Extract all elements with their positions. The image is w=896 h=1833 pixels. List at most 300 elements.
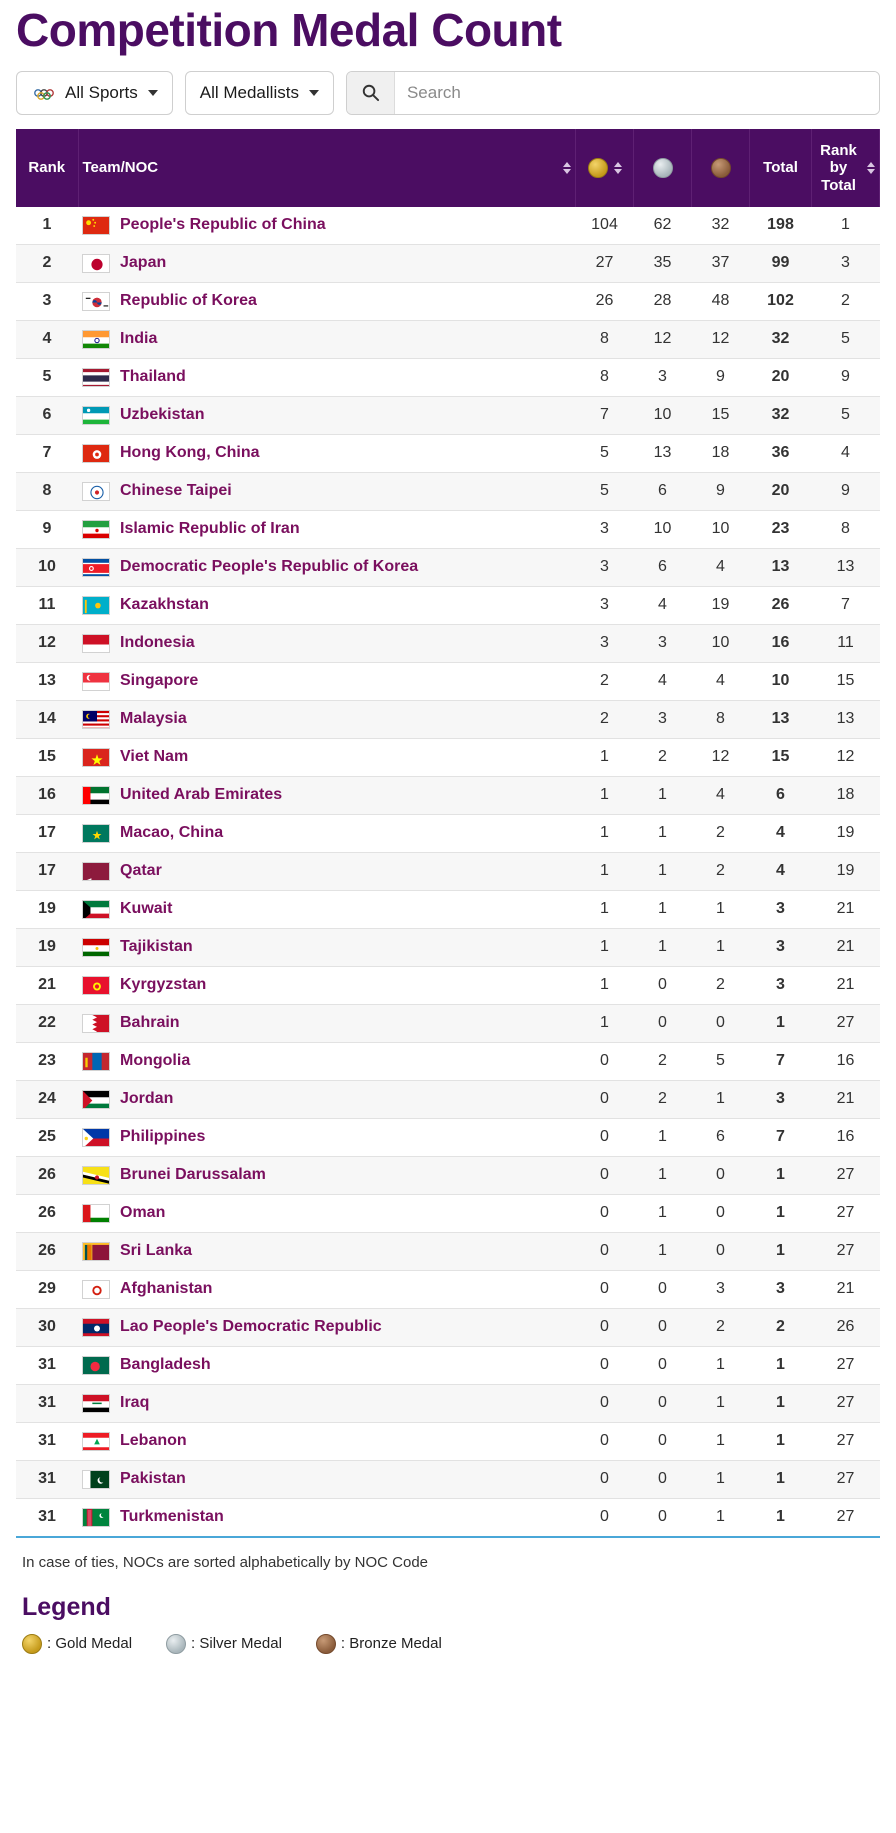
cell-rank: 23 — [16, 1042, 78, 1080]
cell-team[interactable] — [78, 966, 576, 1004]
cell-rank-by-total: 18 — [812, 776, 880, 814]
cell-bronze: 32 — [692, 207, 750, 245]
cell-total: 2 — [750, 1308, 812, 1346]
cell-total: 3 — [750, 1080, 812, 1118]
flag-icon — [82, 1166, 110, 1185]
table-row[interactable] — [16, 776, 880, 814]
cell-rank: 1 — [16, 207, 78, 245]
cell-gold: 1 — [576, 814, 634, 852]
flag-icon — [82, 596, 110, 615]
cell-gold: 27 — [576, 244, 634, 282]
cell-total: 1 — [750, 1384, 812, 1422]
cell-total: 15 — [750, 738, 812, 776]
all-medallists-dropdown[interactable] — [185, 71, 334, 115]
cell-bronze: 0 — [692, 1156, 750, 1194]
cell-total: 13 — [750, 700, 812, 738]
sort-arrows-icon[interactable] — [614, 162, 622, 174]
cell-silver: 3 — [634, 358, 692, 396]
table-row[interactable] — [16, 1308, 880, 1346]
cell-total: 23 — [750, 510, 812, 548]
cell-gold: 0 — [576, 1232, 634, 1270]
table-row[interactable] — [16, 966, 880, 1004]
cell-total: 1 — [750, 1004, 812, 1042]
flag-icon — [82, 748, 110, 767]
cell-team[interactable] — [78, 700, 576, 738]
cell-gold: 2 — [576, 662, 634, 700]
flag-icon — [82, 254, 110, 273]
table-row[interactable] — [16, 358, 880, 396]
table-row[interactable] — [16, 1270, 880, 1308]
cell-bronze: 4 — [692, 662, 750, 700]
cell-rank-by-total: 19 — [812, 852, 880, 890]
cell-silver: 0 — [634, 1346, 692, 1384]
flag-icon — [82, 444, 110, 463]
cell-gold: 0 — [576, 1042, 634, 1080]
cell-bronze: 15 — [692, 396, 750, 434]
flag-icon — [82, 216, 110, 235]
cell-gold: 0 — [576, 1422, 634, 1460]
cell-total: 198 — [750, 207, 812, 245]
cell-rank-by-total: 4 — [812, 434, 880, 472]
cell-rank: 29 — [16, 1270, 78, 1308]
cell-team[interactable] — [78, 1118, 576, 1156]
cell-rank-by-total: 21 — [812, 928, 880, 966]
cell-bronze: 6 — [692, 1118, 750, 1156]
flag-icon — [82, 520, 110, 539]
flag-icon — [82, 558, 110, 577]
cell-rank: 30 — [16, 1308, 78, 1346]
cell-silver: 1 — [634, 928, 692, 966]
cell-rank: 13 — [16, 662, 78, 700]
table-row[interactable] — [16, 472, 880, 510]
cell-gold: 5 — [576, 472, 634, 510]
cell-bronze: 10 — [692, 510, 750, 548]
cell-rank-by-total: 1 — [812, 207, 880, 245]
table-row[interactable] — [16, 852, 880, 890]
cell-rank-by-total: 21 — [812, 966, 880, 1004]
cell-total: 1 — [750, 1422, 812, 1460]
cell-rank-by-total: 15 — [812, 662, 880, 700]
cell-rank: 3 — [16, 282, 78, 320]
cell-gold: 3 — [576, 624, 634, 662]
column-header-bronze[interactable] — [692, 129, 750, 207]
flag-icon — [82, 938, 110, 957]
team-name: Lebanon — [120, 1432, 187, 1450]
cell-total: 4 — [750, 814, 812, 852]
table-row[interactable] — [16, 207, 880, 245]
column-label-total: Total — [763, 159, 798, 177]
cell-rank: 9 — [16, 510, 78, 548]
table-row[interactable] — [16, 1118, 880, 1156]
cell-team[interactable] — [78, 1194, 576, 1232]
team-name: Uzbekistan — [120, 406, 205, 424]
cell-team[interactable] — [78, 1384, 576, 1422]
flag-icon — [82, 1280, 110, 1299]
cell-bronze: 19 — [692, 586, 750, 624]
cell-bronze: 2 — [692, 814, 750, 852]
cell-gold: 3 — [576, 586, 634, 624]
cell-bronze: 1 — [692, 1498, 750, 1537]
cell-team[interactable] — [78, 1156, 576, 1194]
cell-silver: 2 — [634, 738, 692, 776]
cell-team[interactable] — [78, 1270, 576, 1308]
table-row[interactable] — [16, 1156, 880, 1194]
cell-silver: 10 — [634, 510, 692, 548]
cell-silver: 2 — [634, 1080, 692, 1118]
cell-silver: 0 — [634, 1460, 692, 1498]
cell-rank: 19 — [16, 928, 78, 966]
cell-total: 36 — [750, 434, 812, 472]
cell-bronze: 0 — [692, 1232, 750, 1270]
table-row[interactable] — [16, 1460, 880, 1498]
table-row[interactable] — [16, 700, 880, 738]
column-header-gold[interactable] — [576, 129, 634, 207]
cell-bronze: 3 — [692, 1270, 750, 1308]
team-name: Kuwait — [120, 900, 173, 918]
table-row[interactable] — [16, 1384, 880, 1422]
cell-team[interactable] — [78, 1346, 576, 1384]
cell-rank: 4 — [16, 320, 78, 358]
cell-total: 13 — [750, 548, 812, 586]
legend-title: Legend — [22, 1592, 111, 1621]
flag-icon — [82, 330, 110, 349]
cell-gold: 0 — [576, 1384, 634, 1422]
team-name: Brunei Darussalam — [120, 1166, 266, 1184]
cell-team[interactable] — [78, 1422, 576, 1460]
column-label-team: Team/NOC — [82, 159, 159, 177]
all-sports-label: All Sports — [65, 82, 138, 102]
legend-label-silver: : Silver Medal — [191, 1635, 282, 1653]
cell-total: 3 — [750, 1270, 812, 1308]
flag-icon — [82, 1242, 110, 1261]
filter-bar — [16, 71, 880, 115]
cell-team[interactable] — [78, 624, 576, 662]
team-name: Philippines — [120, 1128, 206, 1146]
sort-arrows-icon[interactable] — [867, 162, 875, 174]
cell-team[interactable] — [78, 814, 576, 852]
search-icon[interactable] — [347, 72, 395, 114]
cell-total: 20 — [750, 358, 812, 396]
table-row[interactable] — [16, 662, 880, 700]
cell-rank-by-total: 7 — [812, 586, 880, 624]
column-header-rank-by-total[interactable] — [812, 129, 880, 207]
cell-rank: 12 — [16, 624, 78, 662]
cell-total: 1 — [750, 1232, 812, 1270]
cell-total: 1 — [750, 1460, 812, 1498]
cell-rank-by-total: 19 — [812, 814, 880, 852]
cell-silver: 4 — [634, 662, 692, 700]
cell-gold: 1 — [576, 966, 634, 1004]
cell-gold: 3 — [576, 548, 634, 586]
column-header-team[interactable] — [78, 129, 576, 207]
cell-total: 3 — [750, 890, 812, 928]
flag-icon — [82, 1394, 110, 1413]
table-row[interactable] — [16, 586, 880, 624]
cell-bronze: 9 — [692, 358, 750, 396]
cell-rank-by-total: 9 — [812, 472, 880, 510]
table-row[interactable] — [16, 282, 880, 320]
team-name: Japan — [120, 254, 167, 272]
flag-icon — [82, 862, 110, 881]
cell-rank: 8 — [16, 472, 78, 510]
cell-team[interactable] — [78, 548, 576, 586]
cell-rank: 2 — [16, 244, 78, 282]
cell-rank-by-total: 27 — [812, 1498, 880, 1537]
cell-gold: 0 — [576, 1308, 634, 1346]
cell-silver: 13 — [634, 434, 692, 472]
table-row[interactable] — [16, 1080, 880, 1118]
team-name: Chinese Taipei — [120, 482, 232, 500]
cell-gold: 5 — [576, 434, 634, 472]
column-header-rank[interactable] — [16, 129, 78, 207]
cell-team[interactable] — [78, 1080, 576, 1118]
team-name: Democratic People's Republic of Korea — [120, 558, 419, 576]
cell-team[interactable] — [78, 928, 576, 966]
legend-row — [22, 1634, 880, 1654]
column-label-rank-by-total: Rank by Total — [820, 142, 857, 194]
bronze-medal-icon — [711, 158, 731, 178]
cell-gold: 1 — [576, 890, 634, 928]
table-row[interactable] — [16, 1194, 880, 1232]
cell-team[interactable] — [78, 244, 576, 282]
team-name: Singapore — [120, 672, 199, 690]
cell-bronze: 48 — [692, 282, 750, 320]
cell-gold: 0 — [576, 1270, 634, 1308]
chevron-down-icon — [148, 90, 158, 96]
cell-rank-by-total: 21 — [812, 890, 880, 928]
table-row[interactable] — [16, 1346, 880, 1384]
cell-rank-by-total: 27 — [812, 1194, 880, 1232]
cell-silver: 0 — [634, 966, 692, 1004]
legend-label-gold: : Gold Medal — [47, 1635, 133, 1653]
table-row[interactable] — [16, 1042, 880, 1080]
table-row[interactable] — [16, 928, 880, 966]
cell-silver: 3 — [634, 700, 692, 738]
cell-silver: 0 — [634, 1384, 692, 1422]
cell-silver: 1 — [634, 1194, 692, 1232]
flag-icon — [82, 1356, 110, 1375]
table-row[interactable] — [16, 510, 880, 548]
cell-rank-by-total: 27 — [812, 1384, 880, 1422]
cell-team[interactable] — [78, 1232, 576, 1270]
all-sports-dropdown[interactable] — [16, 71, 173, 115]
team-name: Pakistan — [120, 1470, 186, 1488]
legend-label-bronze: : Bronze Medal — [340, 1635, 442, 1653]
table-row[interactable] — [16, 548, 880, 586]
cell-total: 20 — [750, 472, 812, 510]
cell-team[interactable] — [78, 396, 576, 434]
cell-total: 1 — [750, 1156, 812, 1194]
medal-count-page — [0, 4, 896, 1833]
cell-rank: 31 — [16, 1498, 78, 1537]
cell-team[interactable] — [78, 1042, 576, 1080]
cell-silver: 62 — [634, 207, 692, 245]
cell-bronze: 2 — [692, 966, 750, 1004]
search-input[interactable] — [395, 72, 879, 114]
cell-team[interactable] — [78, 890, 576, 928]
table-row[interactable] — [16, 1422, 880, 1460]
cell-rank-by-total: 27 — [812, 1232, 880, 1270]
all-medallists-label: All Medallists — [199, 82, 299, 102]
team-name: Jordan — [120, 1090, 174, 1108]
cell-team[interactable] — [78, 207, 576, 245]
team-name: Turkmenistan — [120, 1508, 224, 1526]
cell-gold: 0 — [576, 1346, 634, 1384]
search-box[interactable] — [346, 71, 880, 115]
cell-silver: 6 — [634, 472, 692, 510]
cell-rank-by-total: 27 — [812, 1156, 880, 1194]
cell-silver: 12 — [634, 320, 692, 358]
table-row[interactable] — [16, 1004, 880, 1042]
cell-total: 32 — [750, 320, 812, 358]
cell-bronze: 4 — [692, 776, 750, 814]
table-row[interactable] — [16, 244, 880, 282]
cell-team[interactable] — [78, 1004, 576, 1042]
cell-team[interactable] — [78, 282, 576, 320]
cell-bronze: 1 — [692, 1422, 750, 1460]
cell-total: 99 — [750, 244, 812, 282]
cell-rank: 31 — [16, 1460, 78, 1498]
cell-rank: 11 — [16, 586, 78, 624]
gold-medal-icon — [22, 1634, 42, 1654]
cell-rank: 5 — [16, 358, 78, 396]
table-row[interactable] — [16, 738, 880, 776]
table-row[interactable] — [16, 624, 880, 662]
cell-rank-by-total: 21 — [812, 1080, 880, 1118]
cell-bronze: 37 — [692, 244, 750, 282]
cell-rank-by-total: 13 — [812, 700, 880, 738]
cell-bronze: 1 — [692, 1080, 750, 1118]
medal-table-body — [16, 207, 880, 1537]
cell-gold: 3 — [576, 510, 634, 548]
gold-medal-icon — [588, 158, 608, 178]
cell-gold: 7 — [576, 396, 634, 434]
cell-total: 3 — [750, 928, 812, 966]
cell-team[interactable] — [78, 434, 576, 472]
cell-rank-by-total: 27 — [812, 1346, 880, 1384]
cell-team[interactable] — [78, 320, 576, 358]
cell-team[interactable] — [78, 1498, 576, 1537]
cell-team[interactable] — [78, 1460, 576, 1498]
cell-team[interactable] — [78, 472, 576, 510]
cell-rank: 26 — [16, 1156, 78, 1194]
table-row[interactable] — [16, 1498, 880, 1537]
cell-rank: 10 — [16, 548, 78, 586]
table-row[interactable] — [16, 396, 880, 434]
cell-rank: 6 — [16, 396, 78, 434]
cell-team[interactable] — [78, 738, 576, 776]
cell-rank-by-total: 5 — [812, 320, 880, 358]
cell-gold: 0 — [576, 1080, 634, 1118]
medal-table-header — [16, 129, 880, 207]
flag-icon — [82, 824, 110, 843]
table-row[interactable] — [16, 1232, 880, 1270]
cell-rank: 7 — [16, 434, 78, 472]
cell-bronze: 1 — [692, 1460, 750, 1498]
cell-bronze: 1 — [692, 890, 750, 928]
cell-rank: 24 — [16, 1080, 78, 1118]
team-name: India — [120, 330, 158, 348]
cell-total: 26 — [750, 586, 812, 624]
team-name: United Arab Emirates — [120, 786, 283, 804]
cell-silver: 0 — [634, 1308, 692, 1346]
cell-rank-by-total: 11 — [812, 624, 880, 662]
cell-team[interactable] — [78, 510, 576, 548]
cell-rank-by-total: 16 — [812, 1118, 880, 1156]
column-header-total[interactable] — [750, 129, 812, 207]
flag-icon — [82, 1470, 110, 1489]
flag-icon — [82, 1128, 110, 1147]
cell-gold: 0 — [576, 1118, 634, 1156]
flag-icon — [82, 368, 110, 387]
team-name: Hong Kong, China — [120, 444, 260, 462]
cell-team[interactable] — [78, 1308, 576, 1346]
cell-silver: 4 — [634, 586, 692, 624]
sport-icon — [31, 83, 57, 103]
ties-note: In case of ties, NOCs are sorted alphabetically by NOC Code — [22, 1553, 429, 1571]
cell-total: 7 — [750, 1118, 812, 1156]
cell-silver: 1 — [634, 814, 692, 852]
flag-icon — [82, 292, 110, 311]
team-name: Republic of Korea — [120, 292, 257, 310]
bronze-medal-icon — [316, 1634, 336, 1654]
cell-silver: 1 — [634, 1118, 692, 1156]
cell-bronze: 1 — [692, 928, 750, 966]
team-name: Oman — [120, 1204, 166, 1222]
cell-total: 1 — [750, 1346, 812, 1384]
cell-rank: 31 — [16, 1422, 78, 1460]
flag-icon — [82, 786, 110, 805]
team-name: People's Republic of China — [120, 216, 326, 234]
cell-rank-by-total: 2 — [812, 282, 880, 320]
table-row[interactable] — [16, 434, 880, 472]
cell-total: 7 — [750, 1042, 812, 1080]
flag-icon — [82, 976, 110, 995]
cell-rank: 17 — [16, 852, 78, 890]
team-name: Islamic Republic of Iran — [120, 520, 300, 538]
team-name: Iraq — [120, 1394, 150, 1412]
cell-rank: 16 — [16, 776, 78, 814]
table-row[interactable] — [16, 890, 880, 928]
cell-team[interactable] — [78, 358, 576, 396]
flag-icon — [82, 406, 110, 425]
flag-icon — [82, 710, 110, 729]
cell-rank: 14 — [16, 700, 78, 738]
legend-item-silver — [166, 1634, 282, 1654]
table-row[interactable] — [16, 814, 880, 852]
team-name: Kazakhstan — [120, 596, 209, 614]
cell-team[interactable] — [78, 776, 576, 814]
cell-silver: 0 — [634, 1498, 692, 1537]
cell-bronze: 12 — [692, 738, 750, 776]
cell-silver: 0 — [634, 1270, 692, 1308]
column-header-silver[interactable] — [634, 129, 692, 207]
cell-silver: 10 — [634, 396, 692, 434]
cell-rank: 31 — [16, 1384, 78, 1422]
cell-rank: 26 — [16, 1194, 78, 1232]
cell-team[interactable] — [78, 662, 576, 700]
cell-team[interactable] — [78, 852, 576, 890]
cell-silver: 1 — [634, 1232, 692, 1270]
cell-team[interactable] — [78, 586, 576, 624]
cell-gold: 104 — [576, 207, 634, 245]
team-name: Malaysia — [120, 710, 187, 728]
cell-bronze: 5 — [692, 1042, 750, 1080]
sort-arrows-icon[interactable] — [563, 162, 571, 174]
table-row[interactable] — [16, 320, 880, 358]
cell-total: 1 — [750, 1498, 812, 1537]
team-name: Thailand — [120, 368, 186, 386]
